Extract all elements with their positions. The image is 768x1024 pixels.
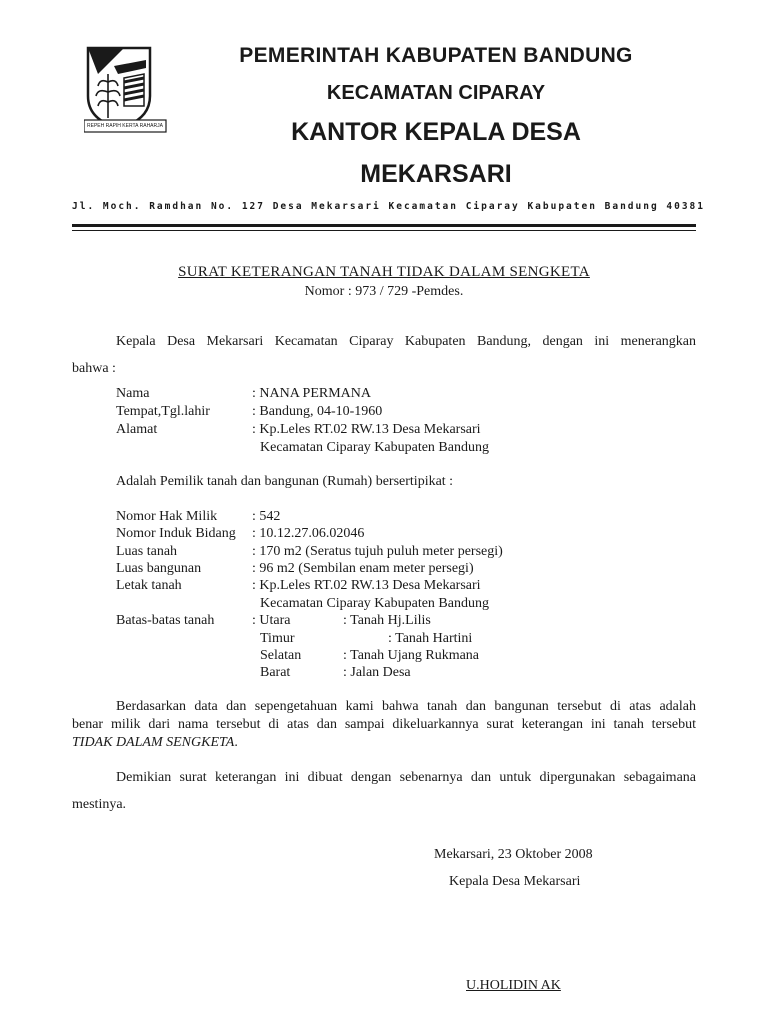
boundary-south-direction: Selatan [260, 648, 302, 663]
closing-line2: mestinya. [72, 797, 127, 812]
closing-line1: Demikian surat keterangan ini dibuat dengan sebenarnya dan untuk dipergunakan sebagaimana [116, 770, 696, 785]
letterhead-line-office: KANTOR KEPALA DESA [291, 118, 581, 146]
boundary-east-direction: Timur [260, 631, 295, 646]
document-number: Nomor : 973 / 729 -Pemdes. [304, 284, 464, 299]
land-area-value: : 170 m2 (Seratus tujuh puluh meter persegi) [252, 544, 503, 559]
owner-statement: Adalah Pemilik tanah dan bangunan (Rumah) bersertipikat : [116, 474, 454, 489]
regency-emblem-logo [84, 44, 168, 136]
letterhead-divider-thick [72, 224, 696, 227]
intro-text-line2: bahwa : [72, 361, 116, 376]
person-address-value: : Kp.Leles RT.02 RW.13 Desa Mekarsari [252, 422, 481, 437]
letterhead-line-village: MEKARSARI [360, 160, 512, 188]
document-title: SURAT KETERANGAN TANAH TIDAK DALAM SENGKETA [178, 264, 590, 280]
land-location-value: : Kp.Leles RT.02 RW.13 Desa Mekarsari [252, 578, 481, 593]
boundary-north-direction: : Utara [252, 613, 291, 628]
person-name-value: : NANA PERMANA [252, 386, 372, 401]
boundaries-label: Batas-batas tanah [116, 613, 215, 628]
person-name-label: Nama [116, 386, 150, 401]
land-title-number-label: Nomor Hak Milik [116, 509, 218, 524]
logo-motto: REPEH RAPIH KERTA RAHARJA [87, 123, 163, 129]
person-address-label: Alamat [116, 422, 158, 437]
letterhead-divider-thin [72, 230, 696, 231]
building-area-label: Luas bangunan [116, 561, 202, 576]
boundary-east-value: : Tanah Hartini [388, 631, 473, 646]
letterhead-line-government: PEMERINTAH KABUPATEN BANDUNG [239, 44, 633, 67]
not-in-dispute-emphasis: TIDAK DALAM SENGKETA [72, 735, 235, 750]
signature-position: Kepala Desa Mekarsari [449, 874, 581, 889]
boundary-west-direction: Barat [260, 665, 291, 680]
letterhead-address: Jl. Moch. Ramdhan No. 127 Desa Mekarsari Kecamatan Ciparay Kabupaten Bandung 40381 [72, 201, 705, 212]
person-address-continuation: Kecamatan Ciparay Kabupaten Bandung [260, 440, 489, 455]
person-birth-value: : Bandung, 04-10-1960 [252, 404, 383, 419]
building-area-value: : 96 m2 (Sembilan enam meter persegi) [252, 561, 474, 576]
land-parcel-id-label: Nomor Induk Bidang [116, 526, 236, 541]
boundary-south-value: : Tanah Ujang Rukmana [343, 648, 480, 663]
signature-name: U.HOLIDIN AK [466, 978, 561, 993]
land-title-number-value: : 542 [252, 509, 281, 524]
boundary-west-value: : Jalan Desa [343, 665, 411, 680]
letterhead-line-district: KECAMATAN CIPARAY [326, 82, 546, 104]
conclusion-line1: Berdasarkan data dan sepengetahuan kami bahwa tanah dan bangunan tersebut di atas adalah [116, 699, 696, 714]
conclusion-period: . [234, 735, 238, 750]
intro-text-line1: Kepala Desa Mekarsari Kecamatan Ciparay Kabupaten Bandung, dengan ini menerangkan [116, 334, 696, 349]
conclusion-line2: benar milik dari nama tersebut di atas dan sampai dikeluarkannya surat keterangan ini tanah tersebut [72, 717, 696, 732]
conclusion-line3 [72, 735, 238, 751]
signature-place-date: Mekarsari, 23 Oktober 2008 [434, 847, 593, 862]
land-location-label: Letak tanah [116, 578, 182, 593]
boundary-north-value: : Tanah Hj.Lilis [343, 613, 431, 628]
land-area-label: Luas tanah [116, 544, 178, 559]
land-parcel-id-value: : 10.12.27.06.02046 [252, 526, 365, 541]
land-location-continuation: Kecamatan Ciparay Kabupaten Bandung [260, 596, 489, 611]
person-birth-label: Tempat,Tgl.lahir [116, 404, 210, 419]
